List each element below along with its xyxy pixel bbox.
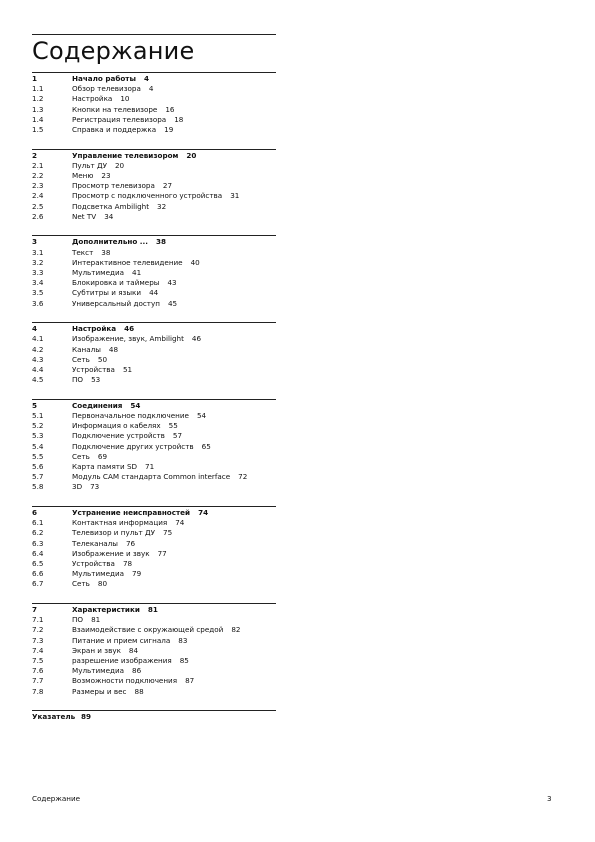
entry-page: 54 xyxy=(196,411,207,421)
toc-entry[interactable] xyxy=(32,248,276,258)
toc-entry[interactable] xyxy=(32,482,276,492)
entry-page: 48 xyxy=(108,344,119,354)
section-page: 54 xyxy=(130,400,141,410)
entry-title-wrap xyxy=(72,421,178,431)
entry-number: 7.3 xyxy=(32,635,44,645)
footer-page-number: 3 xyxy=(547,794,552,803)
index-rule xyxy=(32,710,276,711)
entry-title: Сеть xyxy=(72,579,90,589)
entry-number: 1.1 xyxy=(32,84,44,94)
table-of-contents xyxy=(32,72,276,722)
entry-title: Размеры и вес xyxy=(72,686,127,696)
entry-title: Пульт ДУ xyxy=(72,160,107,170)
entry-title: разрешение изображения xyxy=(72,656,172,665)
section-number: 1 xyxy=(32,74,38,83)
entry-title: Регистрация телевизора xyxy=(72,114,167,124)
section-title-wrap xyxy=(72,151,196,161)
toc-entry[interactable] xyxy=(32,625,276,635)
entry-page: 40 xyxy=(190,257,200,267)
entry-page: 65 xyxy=(201,441,211,451)
entry-page: 19 xyxy=(164,124,174,134)
toc-section xyxy=(32,235,276,308)
toc-entry[interactable] xyxy=(32,421,276,431)
entry-number: 5.4 xyxy=(32,441,44,451)
entry-number: 1.2 xyxy=(32,94,44,104)
entry-page: 80 xyxy=(97,579,108,589)
entry-number: 5.7 xyxy=(32,472,44,482)
entry-title: Блокировка и таймеры xyxy=(72,278,160,288)
entry-number: 6.5 xyxy=(32,559,44,568)
entry-title-wrap xyxy=(72,411,206,421)
entry-title-wrap xyxy=(72,656,189,666)
entry-title: Каналы xyxy=(72,344,101,354)
entry-page: 55 xyxy=(168,421,178,431)
entry-title-wrap xyxy=(72,299,177,309)
entry-number: 6.2 xyxy=(32,528,44,538)
entry-page: 73 xyxy=(90,482,100,492)
section-page: 38 xyxy=(155,237,166,247)
entry-title-wrap xyxy=(72,482,99,492)
section-title: Характеристики xyxy=(72,605,140,615)
entry-page: 83 xyxy=(178,635,188,645)
entry-page: 86 xyxy=(132,666,142,676)
index-page: 89 xyxy=(81,712,92,722)
entry-page: 72 xyxy=(238,472,248,482)
entry-title: Универсальный доступ xyxy=(72,298,160,308)
entry-title-wrap xyxy=(72,248,110,258)
entry-title-wrap xyxy=(72,615,100,625)
entry-title: Устройства xyxy=(72,559,115,568)
section-page: 46 xyxy=(124,324,135,334)
entry-page: 79 xyxy=(132,569,142,579)
entry-page: 41 xyxy=(132,268,142,277)
entry-page: 81 xyxy=(91,615,101,625)
entry-page: 77 xyxy=(157,548,167,558)
entry-page: 31 xyxy=(230,191,240,201)
entry-page: 44 xyxy=(149,288,159,298)
entry-number: 2.3 xyxy=(32,181,44,191)
toc-entry[interactable] xyxy=(32,676,276,686)
entry-page: 57 xyxy=(172,431,183,441)
toc-entry[interactable] xyxy=(32,687,276,697)
entry-number: 6.4 xyxy=(32,548,44,558)
entry-page: 69 xyxy=(97,451,108,461)
entry-title: Изображение, звук, Ambilight xyxy=(72,334,184,344)
toc-entry[interactable] xyxy=(32,452,276,462)
entry-title: ПО xyxy=(72,615,84,625)
entry-title: Взаимодействие с окружающей средой xyxy=(72,625,224,635)
toc-entry[interactable] xyxy=(32,105,276,115)
entry-number: 2.2 xyxy=(32,171,44,180)
toc-entry[interactable] xyxy=(32,528,276,538)
toc-section xyxy=(32,603,276,697)
entry-number: 2.4 xyxy=(32,191,44,201)
section-title: Соединения xyxy=(72,400,123,410)
section-page: 74 xyxy=(198,508,209,518)
section-number: 6 xyxy=(32,508,38,518)
entry-number: 6.3 xyxy=(32,538,44,548)
toc-entry[interactable] xyxy=(32,518,276,528)
page-title: Содержание xyxy=(32,37,195,65)
entry-number: 5.8 xyxy=(32,482,44,492)
entry-number: 2.6 xyxy=(32,211,44,221)
entry-title: Просмотр с подключенного устройства xyxy=(72,191,223,201)
entry-title: Мультимедиа xyxy=(72,268,125,277)
entry-title: Текст xyxy=(72,247,94,257)
entry-title-wrap xyxy=(72,105,174,115)
entry-page: 71 xyxy=(145,462,155,471)
entry-title-wrap xyxy=(72,268,141,278)
entry-number: 7.2 xyxy=(32,625,44,635)
entry-number: 1.5 xyxy=(32,124,44,134)
entry-page: 4 xyxy=(148,84,154,94)
entry-title-wrap xyxy=(72,636,187,646)
entry-title: Мультимедиа xyxy=(72,666,125,676)
entry-title-wrap xyxy=(72,528,172,538)
entry-title-wrap xyxy=(72,569,141,579)
section-rule xyxy=(32,506,276,507)
entry-number: 6.6 xyxy=(32,569,44,579)
toc-entry[interactable] xyxy=(32,615,276,625)
footer-title: Содержание xyxy=(32,794,81,803)
section-title-wrap xyxy=(72,74,149,84)
entry-title: Подключение других устройств xyxy=(72,441,194,451)
entry-page: 75 xyxy=(163,528,173,538)
section-rule xyxy=(32,603,276,604)
entry-page: 85 xyxy=(179,656,189,665)
toc-entry[interactable] xyxy=(32,646,276,656)
entry-title-wrap xyxy=(72,666,141,676)
entry-title-wrap xyxy=(72,559,132,569)
entry-title-wrap xyxy=(72,171,111,181)
toc-entry[interactable] xyxy=(32,656,276,666)
entry-title: Меню xyxy=(72,171,94,180)
entry-page: 27 xyxy=(162,181,173,191)
entry-number: 5.2 xyxy=(32,421,44,431)
entry-title: Информация о кабелях xyxy=(72,421,161,431)
toc-entry[interactable] xyxy=(32,181,276,191)
toc-section-heading[interactable] xyxy=(32,508,276,518)
entry-number: 3.1 xyxy=(32,247,44,257)
entry-title-wrap xyxy=(72,161,124,171)
entry-number: 7.1 xyxy=(32,615,44,625)
entry-number: 3.4 xyxy=(32,278,44,288)
entry-title-wrap xyxy=(72,375,100,385)
entry-page: 82 xyxy=(231,625,241,635)
entry-page: 38 xyxy=(101,247,111,257)
entry-title-wrap xyxy=(72,288,158,298)
section-number: 7 xyxy=(32,605,38,615)
toc-index-entry[interactable] xyxy=(32,712,276,722)
toc-entry[interactable] xyxy=(32,94,276,104)
entry-number: 3.6 xyxy=(32,298,44,308)
entry-title-wrap xyxy=(72,452,107,462)
entry-number: 5.3 xyxy=(32,431,44,441)
section-title-wrap xyxy=(72,508,208,518)
entry-title: Устройства xyxy=(72,365,115,374)
entry-title: Телеканалы xyxy=(72,538,118,548)
entry-title-wrap xyxy=(72,625,240,635)
entry-title-wrap xyxy=(72,462,154,472)
entry-number: 7.5 xyxy=(32,656,44,665)
entry-page: 18 xyxy=(174,114,184,124)
entry-page: 16 xyxy=(165,104,175,114)
entry-title: Обзор телевизора xyxy=(72,84,141,94)
section-rule xyxy=(32,235,276,236)
toc-section-heading[interactable] xyxy=(32,237,276,247)
entry-page: 20 xyxy=(114,160,125,170)
toc-entry[interactable] xyxy=(32,202,276,212)
toc-entry[interactable] xyxy=(32,636,276,646)
section-rule xyxy=(32,149,276,150)
entry-number: 7.6 xyxy=(32,666,44,676)
toc-entry[interactable] xyxy=(32,115,276,125)
entry-page: 53 xyxy=(91,375,101,385)
entry-title: ПО xyxy=(72,375,84,385)
section-title-wrap xyxy=(72,324,134,334)
entry-title-wrap xyxy=(72,212,113,222)
entry-page: 43 xyxy=(167,278,177,288)
toc-entry[interactable] xyxy=(32,411,276,421)
section-title: Настройка xyxy=(72,324,117,334)
entry-title-wrap xyxy=(72,442,211,452)
section-title: Управление телевизором xyxy=(72,150,179,160)
entry-title-wrap xyxy=(72,345,118,355)
section-rule xyxy=(32,399,276,400)
section-number: 4 xyxy=(32,324,38,334)
entry-page: 78 xyxy=(122,559,133,568)
entry-title-wrap xyxy=(72,258,200,268)
toc-entry[interactable] xyxy=(32,559,276,569)
section-title-wrap xyxy=(72,401,140,411)
index-title: Указатель xyxy=(32,712,76,722)
entry-page: 45 xyxy=(167,298,178,308)
entry-page: 10 xyxy=(120,94,130,104)
entry-number: 7.7 xyxy=(32,676,44,686)
entry-title: Просмотр телевизора xyxy=(72,181,155,191)
entry-title: Подсветка Ambilight xyxy=(72,201,150,211)
entry-title: Сеть xyxy=(72,451,90,461)
entry-number: 6.1 xyxy=(32,518,44,528)
section-title: Дополнительно ... xyxy=(72,237,148,247)
entry-page: 74 xyxy=(175,518,185,528)
toc-entry[interactable] xyxy=(32,431,276,441)
section-title: Устранение неисправностей xyxy=(72,508,191,518)
entry-page: 84 xyxy=(128,645,139,655)
entry-title-wrap xyxy=(72,191,239,201)
toc-entry[interactable] xyxy=(32,472,276,482)
toc-entry[interactable] xyxy=(32,171,276,181)
toc-sections xyxy=(32,72,276,697)
toc-entry[interactable] xyxy=(32,462,276,472)
entry-title-wrap xyxy=(72,125,173,135)
entry-number: 5.1 xyxy=(32,411,44,421)
section-number: 2 xyxy=(32,150,38,160)
toc-section-heading[interactable] xyxy=(32,324,276,334)
entry-page: 88 xyxy=(134,686,144,696)
toc-entry[interactable] xyxy=(32,365,276,375)
toc-entry[interactable] xyxy=(32,345,276,355)
toc-entry[interactable] xyxy=(32,549,276,559)
entry-title: Возможности подключения xyxy=(72,676,178,686)
entry-number: 4.3 xyxy=(32,354,44,364)
section-rule xyxy=(32,72,276,73)
toc-entry[interactable] xyxy=(32,375,276,385)
toc-entry[interactable] xyxy=(32,442,276,452)
toc-entry[interactable] xyxy=(32,666,276,676)
entry-title-wrap xyxy=(72,646,138,656)
toc-entry[interactable] xyxy=(32,268,276,278)
entry-number: 2.5 xyxy=(32,201,44,211)
entry-title-wrap xyxy=(72,355,107,365)
title-rule xyxy=(32,34,276,35)
entry-title: Модуль CAM стандарта Common interface xyxy=(72,472,231,482)
toc-entry[interactable] xyxy=(32,299,276,309)
entry-title-wrap xyxy=(72,202,166,212)
section-number: 5 xyxy=(32,400,38,410)
entry-title: Интерактивное телевидение xyxy=(72,257,183,267)
entry-title: Сеть xyxy=(72,354,90,364)
toc-section-heading[interactable] xyxy=(32,605,276,615)
entry-title-wrap xyxy=(72,579,107,589)
entry-number: 1.3 xyxy=(32,104,44,114)
entry-number: 7.8 xyxy=(32,686,44,696)
toc-section-heading[interactable] xyxy=(32,401,276,411)
entry-title-wrap xyxy=(72,94,129,104)
toc-section xyxy=(32,149,276,222)
entry-number: 4.5 xyxy=(32,375,44,385)
section-page: 81 xyxy=(147,605,158,615)
toc-entry[interactable] xyxy=(32,355,276,365)
section-page: 20 xyxy=(186,150,197,160)
entry-number: 7.4 xyxy=(32,645,44,655)
entry-number: 4.1 xyxy=(32,334,44,344)
entry-title: Net TV xyxy=(72,211,97,221)
toc-entry[interactable] xyxy=(32,84,276,94)
entry-number: 5.5 xyxy=(32,451,44,461)
toc-entry[interactable] xyxy=(32,569,276,579)
entry-number: 3.3 xyxy=(32,268,44,277)
section-page: 4 xyxy=(143,74,149,83)
toc-section-heading[interactable] xyxy=(32,74,276,84)
entry-title: Мультимедиа xyxy=(72,569,125,579)
section-title: Начало работы xyxy=(72,74,136,83)
entry-page: 51 xyxy=(122,365,133,374)
entry-title: Изображение и звук xyxy=(72,548,150,558)
entry-title-wrap xyxy=(72,539,135,549)
entry-title-wrap xyxy=(72,278,177,288)
toc-entry[interactable] xyxy=(32,258,276,268)
entry-title-wrap xyxy=(72,676,194,686)
entry-title: Экран и звук xyxy=(72,645,121,655)
entry-title: Карта памяти SD xyxy=(72,462,138,471)
entry-title-wrap xyxy=(72,84,153,94)
entry-page: 87 xyxy=(185,676,195,686)
toc-entry[interactable] xyxy=(32,191,276,201)
entry-title-wrap xyxy=(72,334,201,344)
toc-entry[interactable] xyxy=(32,278,276,288)
entry-title-wrap xyxy=(72,181,172,191)
toc-entry[interactable] xyxy=(32,579,276,589)
entry-title: Первоначальное подключение xyxy=(72,411,189,421)
toc-section-heading[interactable] xyxy=(32,151,276,161)
entry-title: Телевизор и пульт ДУ xyxy=(72,528,156,538)
toc-section xyxy=(32,72,276,135)
entry-title-wrap xyxy=(72,687,144,697)
entry-number: 3.2 xyxy=(32,257,44,267)
toc-entry[interactable] xyxy=(32,539,276,549)
section-title-wrap xyxy=(72,237,166,247)
entry-number: 4.4 xyxy=(32,365,44,374)
entry-title-wrap xyxy=(72,518,184,528)
toc-entry[interactable] xyxy=(32,125,276,135)
entry-page: 50 xyxy=(97,354,108,364)
entry-title: 3D xyxy=(72,482,83,492)
section-number: 3 xyxy=(32,237,38,247)
section-rule xyxy=(32,322,276,323)
entry-page: 23 xyxy=(101,171,111,180)
entry-number: 2.1 xyxy=(32,160,44,170)
toc-entry[interactable] xyxy=(32,334,276,344)
entry-title-wrap xyxy=(72,472,247,482)
entry-title: Справка и поддержка xyxy=(72,124,157,134)
entry-title-wrap xyxy=(72,115,183,125)
entry-number: 4.2 xyxy=(32,344,44,354)
entry-page: 34 xyxy=(104,211,114,221)
entry-number: 5.6 xyxy=(32,462,44,471)
entry-page: 32 xyxy=(157,201,167,211)
toc-section xyxy=(32,399,276,493)
entry-page: 46 xyxy=(191,334,202,344)
entry-title-wrap xyxy=(72,549,167,559)
entry-number: 3.5 xyxy=(32,288,44,298)
toc-entry[interactable] xyxy=(32,288,276,298)
toc-section xyxy=(32,322,276,385)
entry-title: Питание и прием сигнала xyxy=(72,635,171,645)
entry-title-wrap xyxy=(72,431,182,441)
entry-title: Подключение устройств xyxy=(72,431,165,441)
entry-number: 6.7 xyxy=(32,579,44,589)
entry-number: 1.4 xyxy=(32,114,44,124)
entry-title: Кнопки на телевизоре xyxy=(72,104,158,114)
entry-title: Контактная информация xyxy=(72,518,168,528)
entry-page: 76 xyxy=(125,538,136,548)
toc-entry[interactable] xyxy=(32,212,276,222)
entry-title: Субтитры и языки xyxy=(72,288,142,298)
entry-title: Настройка xyxy=(72,94,113,104)
toc-entry[interactable] xyxy=(32,161,276,171)
entry-title-wrap xyxy=(72,365,132,375)
section-title-wrap xyxy=(72,605,158,615)
toc-section xyxy=(32,506,276,590)
